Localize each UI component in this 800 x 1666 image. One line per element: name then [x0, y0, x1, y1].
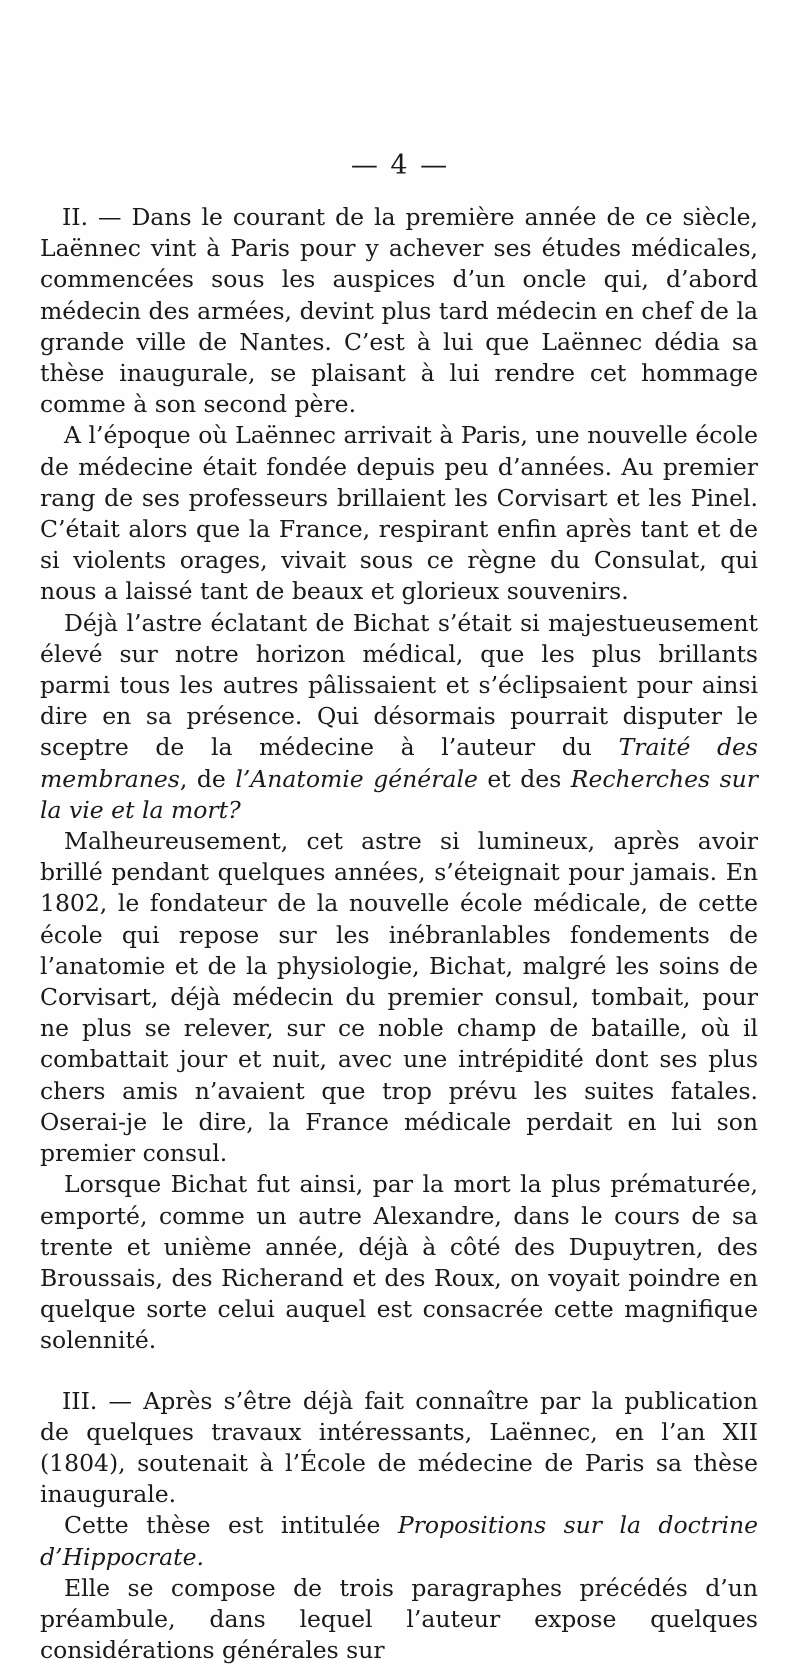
title-recherches-sur-la-vie: Recherches sur la vie et la mort?: [40, 764, 758, 824]
page-number: — 4 —: [350, 150, 450, 181]
paragraph-bichat-middle: , de: [179, 764, 236, 793]
paragraph-thesis-text: Cette thèse est intitulée: [64, 1511, 398, 1540]
paragraph-bichat-text: Déjà l’astre éclatant de Bichat s’était si majestueusement élevé sur notre horizon médical, que les plus brillants parmi tous les autres pâlissaient et s’éclipsaient pour ainsi dire en sa présence. Qui désormais pourrait disputer le sceptre de la médecine à l’auteur du: [40, 608, 758, 762]
body-text: [40, 202, 758, 1666]
title-traite-des-membranes: Traité des membranes: [40, 733, 758, 793]
paragraph-section-iii: III. — Après s’être déjà fait connaître par la publication de quelques travaux intéressants, Laënnec, en l’an XII (1804), soutenait à l’École de médecine de Paris sa thèse inaugurale.: [40, 1386, 758, 1509]
paragraph-successor: Lorsque Bichat fut ainsi, par la mort la plus prématurée, emporté, comme un autre Alexandre, dans le cours de sa trente et unième année, déjà à côté des Dupuytren, des Broussais, des Richerand et des Roux, on voyait poindre en quelque sorte celui auquel est consacrée cette magnifique solennité.: [40, 1170, 758, 1355]
paragraph-bichat: [40, 608, 758, 826]
title-anatomie-generale: l’Anatomie générale: [235, 764, 478, 793]
paragraph-bichat-death: Malheureusement, cet astre si lumineux, après avoir brillé pendant quelques années, s’éteignait pour jamais. En 1802, le fondateur de la nouvelle école médicale, de cette école qui repose sur les inébranlables fondements de l’anatomie et de la physiologie, Bichat, malgré les soins de Corvisart, déjà médecin du premier consul, tombait, pour ne plus se relever, sur ce noble champ de bataille, où il combattait jour et nuit, avec une intrépidité dont ses plus chers amis n’avaient que trop prévu les suites fatales. Oserai-je le dire, la France médicale perdait en lui son premier consul.: [40, 827, 758, 1168]
paragraph-composition: Elle se compose de trois paragraphes précédés d’un préambule, dans lequel l’auteur expose quelques considérations générales sur: [40, 1573, 758, 1665]
paragraph-bichat-and: et des: [477, 764, 571, 793]
paragraph-section-ii: II. — Dans le courant de la première année de ce siècle, Laënnec vint à Paris pour y achever ses études médicales, commencées sous les auspices d’un oncle qui, d’abord médecin des armées, devint plus tard médecin en chef de la grande ville de Nantes. C’est à lui que Laënnec dédia sa thèse inaugurale, se plaisant à lui rendre cet hommage comme à son second père.: [40, 203, 758, 419]
paragraph-paris-school: A l’époque où Laënnec arrivait à Paris, une nouvelle école de médecine était fondée depuis peu d’années. Au premier rang de ses professeurs brillaient les Corvisart et les Pinel. C’était alors que la France, respirant enfin après tant et de si violents orages, vivait sous ce règne du Consulat, qui nous a laissé tant de beaux et glorieux souvenirs.: [40, 421, 758, 606]
title-propositions: Propositions sur la doctrine d’Hippocrate.: [40, 1511, 759, 1571]
paragraph-thesis-title: [40, 1510, 758, 1572]
